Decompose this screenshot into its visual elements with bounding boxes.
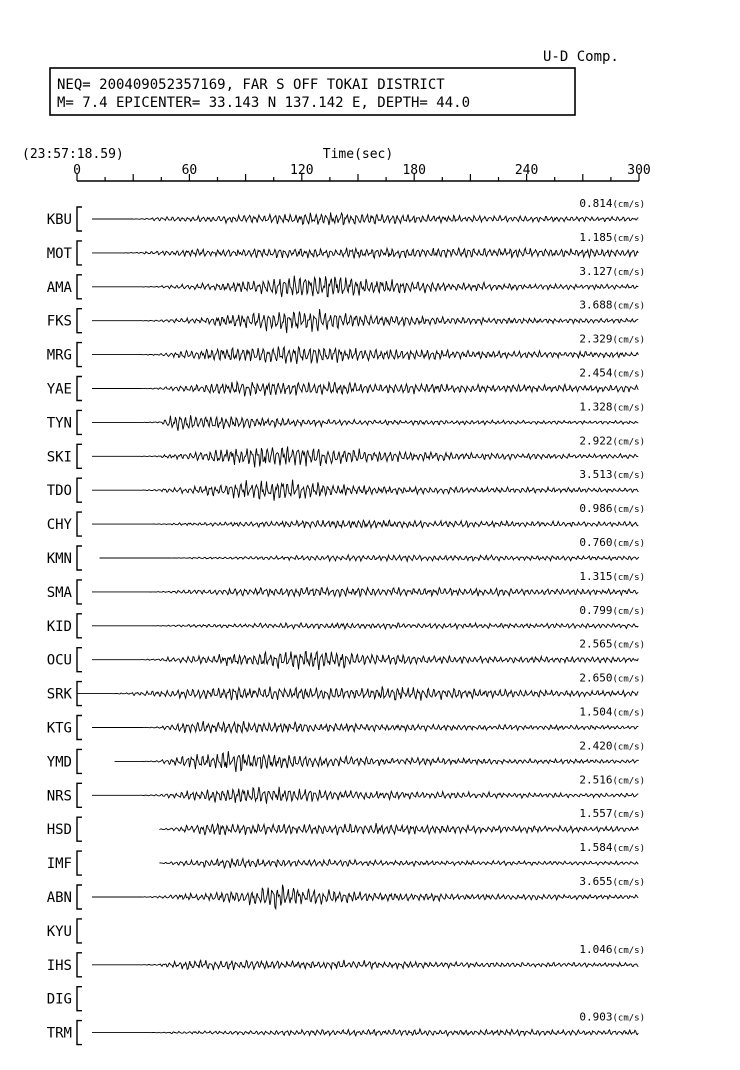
x-tick-label: 180 [402,163,426,178]
station-code: OCU [46,652,72,669]
station-code: KTG [46,720,72,737]
station-code: ABN [46,890,72,906]
station-row-sma [47,570,645,604]
station-max-amplitude [579,875,645,888]
station-code: DIG [46,991,72,1008]
station-code: MOT [46,245,72,262]
amplitude-unit: (cm/s) [612,776,645,787]
station-code: KYU [46,923,72,940]
station-bracket [77,444,82,468]
amplitude-unit: (cm/s) [612,844,645,855]
event-info-line1: NEQ= 200409052357169, FAR S OFF TOKAI DISTRICT [57,77,445,93]
station-code: YAE [46,381,72,398]
station-bracket [77,885,82,909]
amplitude-value: 2.650 [579,671,613,685]
station-bracket [77,410,82,434]
station-row-nrs [47,773,645,807]
waveform-trace [159,823,638,835]
station-row-srk [47,672,645,706]
station-row-fks [47,299,645,333]
station-code: YMD [46,754,72,771]
station-row-tdo [47,468,645,502]
amplitude-unit: (cm/s) [612,945,645,956]
station-row-hsd [47,807,645,841]
amplitude-value: 1.046 [579,942,613,956]
amplitude-value: 1.504 [579,705,613,719]
x-tick-label: 240 [514,163,539,178]
station-max-amplitude [579,943,645,956]
amplitude-value: 1.557 [579,807,613,821]
station-bracket [77,987,82,1011]
station-code: KMN [46,551,72,567]
station-bracket [77,1021,82,1045]
station-bracket [77,309,82,333]
amplitude-unit: (cm/s) [612,640,645,651]
amplitude-value: 2.454 [579,366,613,380]
amplitude-unit: (cm/s) [612,403,645,414]
station-bracket [77,241,82,265]
waveform-trace [92,623,638,629]
station-bracket [77,919,82,943]
amplitude-value: 3.655 [579,875,613,888]
x-axis-title: Time(sec) [322,147,394,162]
x-tick-label: 60 [181,163,198,178]
waveform-trace [92,276,638,297]
station-max-amplitude [579,807,645,820]
station-max-amplitude [579,299,645,312]
station-code: SKI [46,449,72,466]
station-max-amplitude [579,265,645,278]
amplitude-value: 0.799 [579,603,613,617]
station-code: FKS [46,313,72,330]
station-code: IMF [46,856,72,873]
amplitude-value: 2.420 [579,739,613,753]
station-row-ocu [47,638,645,672]
waveform-trace [92,309,638,333]
station-row-tyn [47,400,645,434]
station-max-amplitude [579,468,645,481]
amplitude-unit: (cm/s) [612,437,645,448]
amplitude-value: 1.584 [579,841,613,855]
waveform-trace [159,858,638,868]
station-row-ski [47,434,645,468]
waveform-trace [92,1029,638,1036]
station-bracket [77,783,82,807]
waveform-trace [92,587,638,597]
amplitude-value: 2.329 [579,332,613,346]
station-row-kid [47,604,645,638]
amplitude-value: 2.565 [579,637,613,651]
time-axis [73,163,651,181]
amplitude-unit: (cm/s) [612,267,645,278]
amplitude-value: 1.315 [579,569,613,583]
station-bracket [77,749,82,773]
station-row-mrg [47,333,645,367]
amplitude-unit: (cm/s) [612,1013,645,1024]
amplitude-unit: (cm/s) [612,539,645,549]
station-code: CHY [46,517,72,534]
waveform-trace [92,346,638,364]
amplitude-unit: (cm/s) [612,301,645,312]
station-max-amplitude [579,570,645,583]
station-traces [47,197,645,1045]
station-row-trm [47,1011,645,1045]
amplitude-unit: (cm/s) [612,369,645,380]
station-max-amplitude [579,841,645,854]
station-code: SRK [46,686,72,703]
amplitude-unit: (cm/s) [612,335,645,346]
waveform-trace [92,960,638,970]
waveform-trace [77,686,638,700]
waveform-trace [92,520,638,528]
station-max-amplitude [579,773,645,786]
station-max-amplitude [579,739,645,752]
station-row-kbu [47,197,645,231]
station-max-amplitude [579,367,645,380]
amplitude-unit: (cm/s) [612,708,645,719]
amplitude-value: 0.903 [579,1010,613,1024]
station-code: HSD [46,822,72,839]
station-bracket [77,546,82,570]
station-bracket [77,275,82,299]
amplitude-unit: (cm/s) [612,471,645,482]
waveform-trace [92,721,638,733]
station-row-chy [47,502,645,536]
waveform-trace [92,885,638,909]
waveform-trace [92,480,638,501]
start-time-label: (23:57:18.59) [22,147,124,162]
station-row-ktg [47,706,645,740]
waveform-trace [92,651,638,670]
x-tick-label: 120 [290,163,314,178]
station-row-mot [47,231,645,265]
station-max-amplitude [579,231,645,244]
waveform-trace [92,212,638,225]
amplitude-value: 3.688 [579,298,613,312]
station-max-amplitude [579,706,645,719]
station-bracket [77,851,82,875]
amplitude-value: 0.814 [579,197,613,210]
amplitude-value: 2.922 [579,434,613,448]
waveform-trace [92,415,638,431]
event-info-line2: M= 7.4 EPICENTER= 33.143 N 137.142 E, DEPTH= 44.0 [57,95,471,111]
amplitude-unit: (cm/s) [612,810,645,821]
station-bracket [77,580,82,604]
station-bracket [77,953,82,977]
station-bracket [77,716,82,740]
station-max-amplitude [579,672,645,685]
station-row-abn [47,875,645,909]
station-max-amplitude [579,197,645,210]
station-code: MRG [46,347,72,364]
station-row-ihs [47,943,645,977]
station-code: NRS [46,788,72,805]
station-max-amplitude [579,536,645,549]
station-max-amplitude [579,638,645,651]
station-max-amplitude [579,400,645,413]
station-row-imf [47,841,645,875]
station-max-amplitude [579,604,645,617]
amplitude-value: 1.185 [579,230,613,244]
amplitude-value: 3.513 [579,468,613,482]
waveform-trace [100,555,640,561]
station-code: TDO [46,483,72,500]
waveform-trace [92,382,638,396]
amplitude-value: 1.328 [579,400,613,414]
station-bracket [77,343,82,367]
amplitude-unit: (cm/s) [612,505,645,516]
amplitude-unit: (cm/s) [612,742,645,753]
station-row-dig [47,987,82,1011]
station-code: TYN [46,415,72,432]
station-code: TRM [46,1025,72,1042]
amplitude-unit: (cm/s) [612,606,645,617]
station-bracket [77,478,82,502]
station-bracket [77,377,82,401]
x-tick-label: 300 [627,163,651,178]
amplitude-value: 0.760 [579,536,613,549]
station-code: SMA [46,584,72,601]
amplitude-value: 2.516 [579,773,613,787]
waveform-trace [92,446,638,467]
amplitude-unit: (cm/s) [612,674,645,685]
amplitude-value: 0.986 [579,502,613,516]
station-max-amplitude [579,333,645,346]
station-row-yae [47,367,645,401]
station-code: KBU [46,212,72,228]
station-bracket [77,207,82,231]
station-code: AMA [46,279,72,296]
station-code: IHS [46,957,72,974]
station-bracket [77,512,82,536]
station-row-kyu [47,919,82,943]
x-tick-label: 0 [73,163,81,178]
waveform-trace [92,248,638,259]
station-max-amplitude [579,434,645,447]
station-max-amplitude [579,1011,645,1024]
amplitude-unit: (cm/s) [612,200,645,210]
amplitude-unit: (cm/s) [612,878,645,888]
amplitude-value: 3.127 [579,264,613,278]
station-row-ama [47,265,645,299]
waveform-trace [115,751,639,772]
station-code: KID [46,618,72,635]
component-label: U-D Comp. [543,49,619,65]
amplitude-unit: (cm/s) [612,233,645,244]
amplitude-unit: (cm/s) [612,572,645,583]
waveform-trace [92,787,638,804]
station-row-kmn [47,536,645,570]
station-bracket [77,648,82,672]
station-bracket [77,614,82,638]
station-row-ymd [47,739,645,773]
station-bracket [77,817,82,841]
station-max-amplitude [579,502,645,515]
